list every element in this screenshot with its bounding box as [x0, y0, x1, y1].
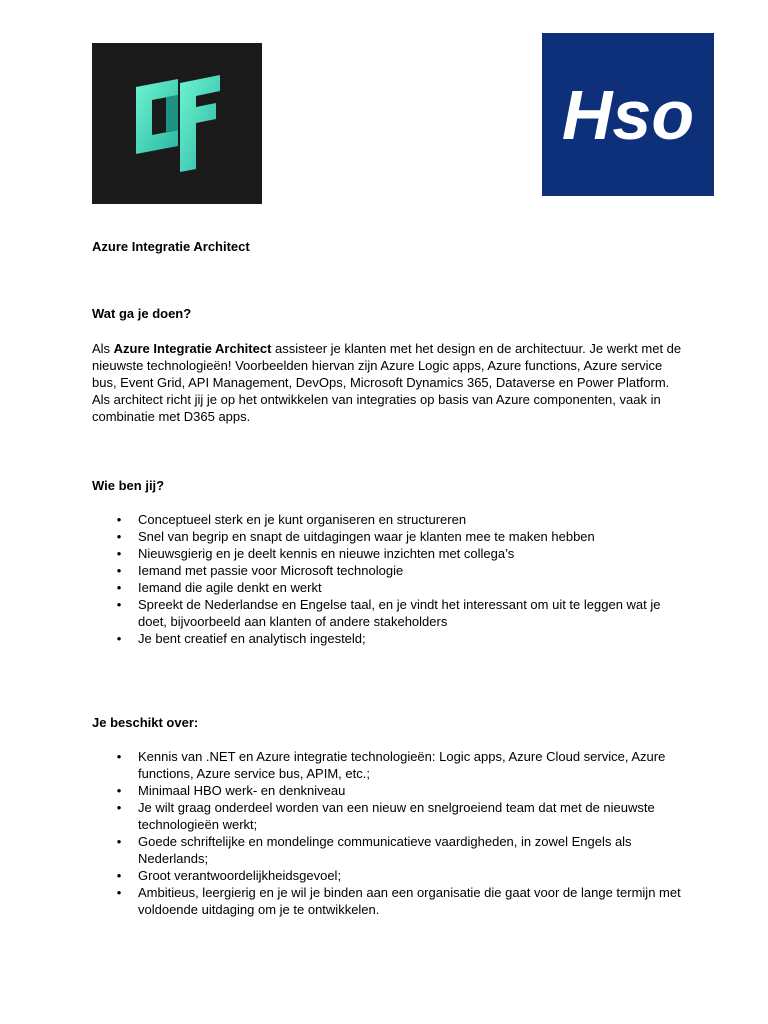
heading-wie-ben-jij: Wie ben jij? — [92, 478, 165, 493]
list-item — [92, 545, 682, 562]
intro-strong: Azure Integratie Architect — [113, 341, 272, 356]
bullet-icon: • — [116, 580, 122, 595]
bullet-icon: • — [116, 885, 122, 900]
je-beschikt-over-list — [92, 748, 682, 918]
list-item-text: Goede schriftelijke en mondelinge communicatieve vaardigheden, in zowel Engels als Nederlands; — [138, 834, 632, 866]
cf-logo-icon — [92, 43, 262, 204]
intro-rest: assisteer je klanten met het design en de architectuur. Je werkt met de nieuwste technologieën! Voorbeelden hiervan zijn Azure Logic apps, Azure functions, Azure service bus, Event Grid, API Management, DevOps, Microsoft Dynamics 365, Dataverse en Power Platform. Als architect richt jij je op het ontwikkelen van integraties op basis van Azure componenten, vaak in combinatie met D365 apps. — [92, 341, 682, 424]
list-item-text: Iemand met passie voor Microsoft technologie — [138, 563, 404, 578]
list-item-text: Minimaal HBO werk- en denkniveau — [138, 783, 346, 798]
heading-je-beschikt-over: Je beschikt over: — [92, 715, 199, 730]
bullet-icon: • — [116, 546, 122, 561]
intro-prefix: Als — [92, 341, 114, 356]
document-body — [92, 238, 682, 918]
list-item — [92, 833, 682, 867]
document-title: Azure Integratie Architect — [92, 239, 250, 254]
bullet-icon: • — [116, 512, 122, 527]
company-logo-left — [92, 43, 262, 204]
list-item — [92, 782, 682, 799]
intro-paragraph — [92, 340, 682, 425]
bullet-icon: • — [116, 563, 122, 578]
list-item — [92, 630, 682, 647]
list-item-text: Conceptueel sterk en je kunt organiseren en structureren — [138, 512, 467, 527]
wie-ben-jij-list — [92, 511, 682, 647]
bullet-icon: • — [116, 749, 122, 764]
list-item — [92, 579, 682, 596]
list-item-text: Spreekt de Nederlandse en Engelse taal, en je vindt het interessant om uit te leggen wat je doet, bijvoorbeeld aan klanten of andere stakeholders — [138, 597, 661, 629]
list-item-text: Iemand die agile denkt en werkt — [138, 580, 322, 595]
hso-logo-icon — [542, 33, 714, 196]
bullet-icon: • — [116, 529, 122, 544]
list-item-text: Ambitieus, leergierig en je wil je binden aan een organisatie die gaat voor de lange termijn met voldoende uitdaging om je te ontwikkelen. — [138, 885, 681, 917]
list-item — [92, 884, 682, 918]
list-item-text: Snel van begrip en snapt de uitdagingen waar je klanten mee te maken hebben — [138, 529, 595, 544]
heading-wat-ga-je-doen: Wat ga je doen? — [92, 306, 192, 321]
bullet-icon: • — [116, 868, 122, 883]
bullet-icon: • — [116, 834, 122, 849]
bullet-icon: • — [116, 783, 122, 798]
bullet-icon: • — [116, 631, 122, 646]
bullet-icon: • — [116, 597, 122, 612]
hso-logo-text: Hso — [561, 76, 695, 154]
list-item — [92, 867, 682, 884]
list-item-text: Nieuwsgierig en je deelt kennis en nieuwe inzichten met collega’s — [138, 546, 515, 561]
list-item — [92, 562, 682, 579]
list-item — [92, 528, 682, 545]
company-logo-right — [542, 33, 714, 196]
list-item — [92, 511, 682, 528]
list-item-text: Je wilt graag onderdeel worden van een nieuw en snelgroeiend team dat met de nieuwste technologieën werkt; — [138, 800, 655, 832]
list-item-text: Groot verantwoordelijkheidsgevoel; — [138, 868, 342, 883]
list-item-text: Je bent creatief en analytisch ingesteld; — [138, 631, 366, 646]
list-item-text: Kennis van .NET en Azure integratie technologieën: Logic apps, Azure Cloud service, Azure functions, Azure service bus, APIM, etc.; — [138, 749, 666, 781]
list-item — [92, 748, 682, 782]
list-item — [92, 799, 682, 833]
list-item — [92, 596, 682, 630]
bullet-icon: • — [116, 800, 122, 815]
